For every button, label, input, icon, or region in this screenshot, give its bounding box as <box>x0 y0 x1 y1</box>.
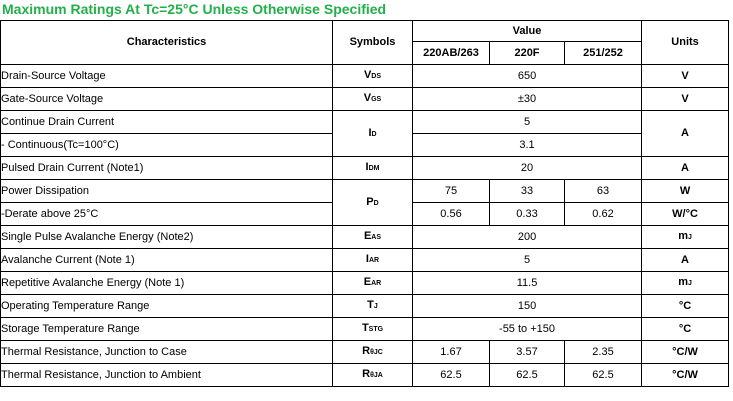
symbol-cell: ID <box>333 111 413 157</box>
value-cell-220f: 33 <box>490 180 565 203</box>
table-title: Maximum Ratings At Tc=25°C Unless Otherwise Specified <box>2 1 387 17</box>
header-value: Value <box>413 21 642 42</box>
value-cell-220ab: 62.5 <box>413 364 490 387</box>
unit-cell: V <box>642 65 729 88</box>
symbol-cell: RθJC <box>333 341 413 364</box>
value-cell: 11.5 <box>413 272 642 295</box>
table-row <box>1 180 729 203</box>
characteristic-cell: Gate-Source Voltage <box>1 88 333 111</box>
sub-characteristic-cell: -Derate above 25°C <box>1 203 333 226</box>
value-cell: 150 <box>413 295 642 318</box>
header-package-220f: 220F <box>490 42 565 65</box>
value-cell: 20 <box>413 157 642 180</box>
header-package-220ab: 220AB/263 <box>413 42 490 65</box>
value-cell: 5 <box>413 111 642 134</box>
table-row <box>1 65 729 88</box>
value-cell-251: 62.5 <box>565 364 642 387</box>
header-units: Units <box>642 21 729 65</box>
characteristic-cell: Single Pulse Avalanche Energy (Note2) <box>1 226 333 249</box>
symbol-cell: TSTG <box>333 318 413 341</box>
unit-cell: mJ <box>642 272 729 295</box>
unit-cell: W <box>642 180 729 203</box>
unit-cell: mJ <box>642 226 729 249</box>
symbol-cell: RθJA <box>333 364 413 387</box>
table-row <box>1 318 729 341</box>
symbol-cell: VGS <box>333 88 413 111</box>
characteristic-cell: Repetitive Avalanche Energy (Note 1) <box>1 272 333 295</box>
sub-characteristic-cell: - Continuous(Tc=100°C) <box>1 134 333 157</box>
table-row <box>1 272 729 295</box>
table-row <box>1 111 729 134</box>
value-cell: 650 <box>413 65 642 88</box>
value-cell-220f: 3.57 <box>490 341 565 364</box>
value-cell: 5 <box>413 249 642 272</box>
value-cell: 3.1 <box>413 134 642 157</box>
symbol-cell: IAR <box>333 249 413 272</box>
symbol-cell: TJ <box>333 295 413 318</box>
unit-cell: A <box>642 249 729 272</box>
table-row <box>1 157 729 180</box>
unit-cell: W/°C <box>642 203 729 226</box>
characteristic-cell: Avalanche Current (Note 1) <box>1 249 333 272</box>
characteristic-cell: Storage Temperature Range <box>1 318 333 341</box>
table-row <box>1 364 729 387</box>
value-cell: -55 to +150 <box>413 318 642 341</box>
symbol-cell: EAR <box>333 272 413 295</box>
unit-cell: V <box>642 88 729 111</box>
table-row <box>1 341 729 364</box>
unit-cell: °C/W <box>642 364 729 387</box>
maximum-ratings-table <box>0 20 729 387</box>
header-symbols: Symbols <box>333 21 413 65</box>
value-cell-220ab: 75 <box>413 180 490 203</box>
table-row <box>1 88 729 111</box>
unit-cell: A <box>642 111 729 157</box>
header-package-251: 251/252 <box>565 42 642 65</box>
header-characteristics: Characteristics <box>1 21 333 65</box>
characteristic-cell: Thermal Resistance, Junction to Ambient <box>1 364 333 387</box>
characteristic-cell: Thermal Resistance, Junction to Case <box>1 341 333 364</box>
value-cell-251: 0.62 <box>565 203 642 226</box>
symbol-cell: IDM <box>333 157 413 180</box>
value-cell-251: 63 <box>565 180 642 203</box>
value-cell-220ab: 0.56 <box>413 203 490 226</box>
characteristic-cell: Power Dissipation <box>1 180 333 203</box>
unit-cell: °C <box>642 318 729 341</box>
value-cell-220f: 0.33 <box>490 203 565 226</box>
symbol-cell: EAS <box>333 226 413 249</box>
symbol-cell: VDS <box>333 65 413 88</box>
value-cell-251: 2.35 <box>565 341 642 364</box>
value-cell: ±30 <box>413 88 642 111</box>
characteristic-cell: Operating Temperature Range <box>1 295 333 318</box>
unit-cell: °C/W <box>642 341 729 364</box>
unit-cell: A <box>642 157 729 180</box>
characteristic-cell: Pulsed Drain Current (Note1) <box>1 157 333 180</box>
table-row <box>1 295 729 318</box>
value-cell: 200 <box>413 226 642 249</box>
value-cell-220f: 62.5 <box>490 364 565 387</box>
unit-cell: °C <box>642 295 729 318</box>
characteristic-cell: Drain-Source Voltage <box>1 65 333 88</box>
table-row <box>1 249 729 272</box>
symbol-cell: PD <box>333 180 413 226</box>
value-cell-220ab: 1.67 <box>413 341 490 364</box>
characteristic-cell: Continue Drain Current <box>1 111 333 134</box>
header-row <box>1 21 729 42</box>
table-row <box>1 226 729 249</box>
